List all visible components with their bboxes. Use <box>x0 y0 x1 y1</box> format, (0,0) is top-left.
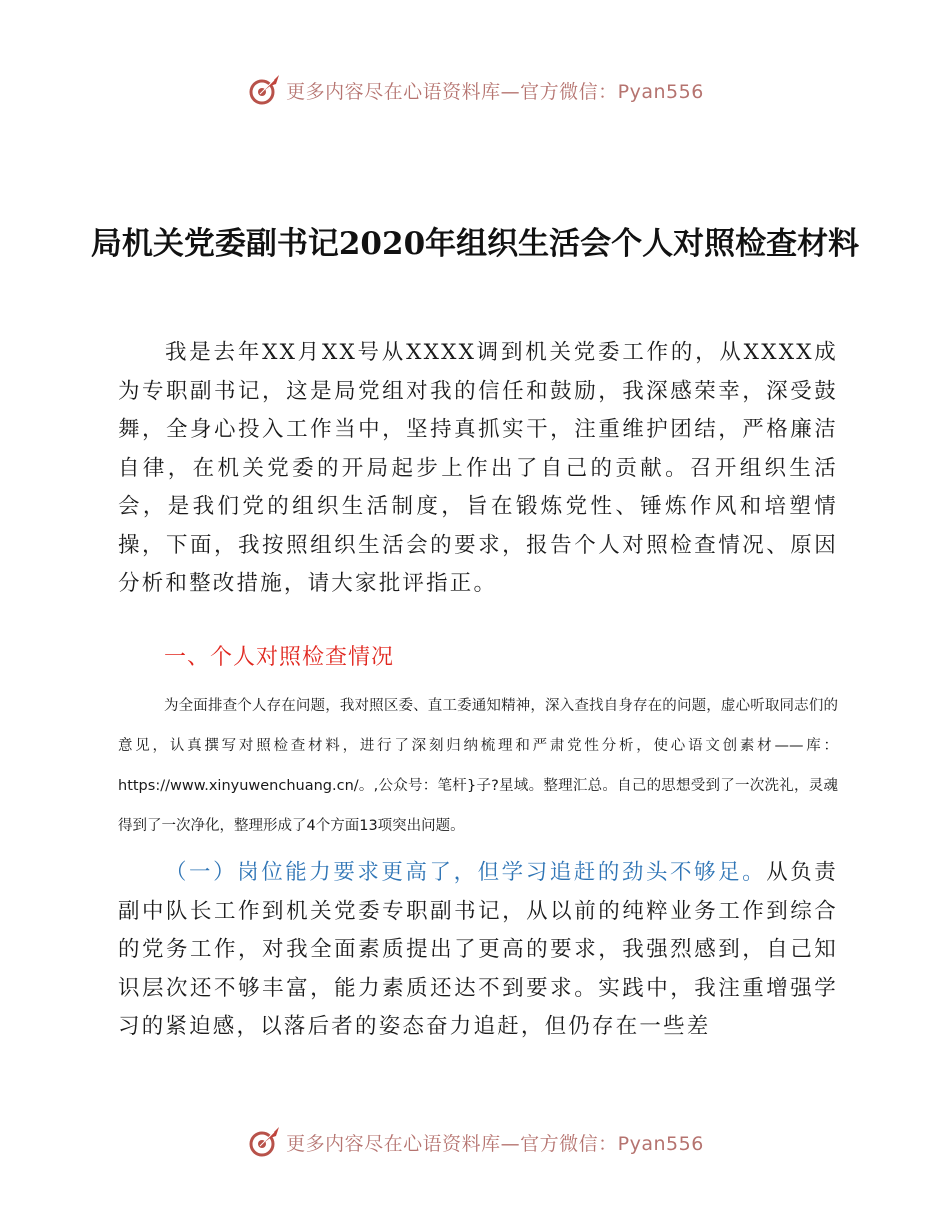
quill-logo-icon <box>246 72 282 108</box>
section-heading: 一、个人对照检查情况 <box>164 645 395 670</box>
header-watermark <box>0 70 950 110</box>
subsection-text: 从负责副中队长工作到机关党委专职副书记，从以前的纯粹业务工作到综合的党务工作，对我全面素质提出了更高的要求，我强烈感到，自己知识层次还不够丰富，能力素质还达不到要求。实践中，我注重增强学习的紧迫感，以落后者的姿态奋力追赶，但仍存在一些差 <box>118 860 838 1039</box>
quill-logo-icon <box>246 1124 282 1160</box>
section-paragraph: 为全面排查个人存在问题，我对照区委、直工委通知精神，深入查找自身存在的问题，虚心听取同志们的意见，认真撰写对照检查材料，进行了深刻归纳梳理和严肃党性分析，使心语文创素材——库：https://www.xinyuwenchuang.cn/。,公众号：笔杆}子?星域。整理汇总。自己的思想受到了一次洗礼，灵魂得到了一次净化，整理形成了4个方面13项突出问题。 <box>118 698 838 834</box>
watermark-text: 更多内容尽在心语资料库—官方微信：Pyan556 <box>286 80 704 103</box>
subsection-paragraph <box>118 854 838 1047</box>
footer-watermark <box>0 1122 950 1162</box>
watermark-text: 更多内容尽在心语资料库—官方微信：Pyan556 <box>286 1132 704 1155</box>
document-title: 局机关党委副书记2020年组织生活会个人对照检查材料 <box>90 226 860 262</box>
subsection-heading: （一）岗位能力要求更高了，但学习追赶的劲头不够足。 <box>165 860 767 885</box>
intro-paragraph: 我是去年XX月XX号从XXXX调到机关党委工作的，从XXXX成为专职副书记，这是局党组对我的信任和鼓励，我深感荣幸，深受鼓舞，全身心投入工作当中，坚持真抓实干，注重维护团结，严格廉洁自律，在机关党委的开局起步上作出了自己的贡献。召开组织生活会，是我们党的组织生活制度，旨在锻炼党性、锤炼作风和培塑情操，下面，我按照组织生活会的要求，报告个人对照检查情况、原因分析和整改措施，请大家批评指正。 <box>118 340 838 596</box>
